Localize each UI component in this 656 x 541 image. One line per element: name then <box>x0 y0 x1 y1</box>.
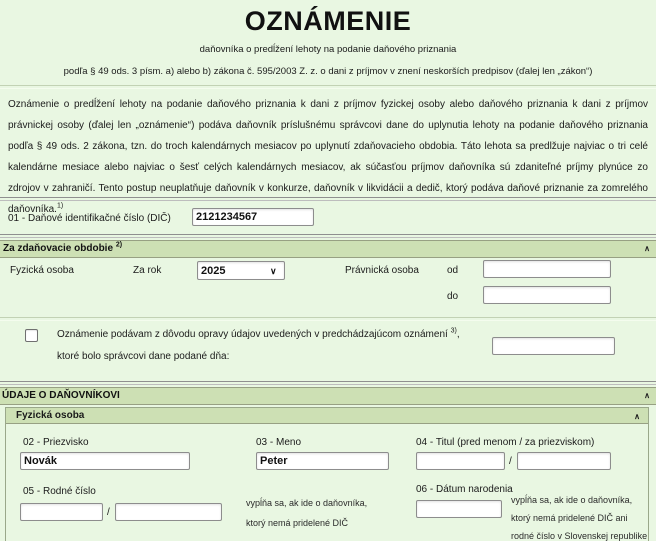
period-od-input[interactable] <box>483 260 611 278</box>
intro-paragraph <box>8 94 648 220</box>
section-title: ÚDAJE O DAŇOVNÍKOVI <box>2 390 120 401</box>
divider <box>0 197 656 201</box>
titul-pred-input[interactable] <box>416 452 505 470</box>
datum-narodenia-hint-1: vypĺňa sa, ak ide o daňovníka, <box>511 495 633 505</box>
rodne-cislo-separator: / <box>107 507 110 518</box>
intro-text: Oznámenie o predĺžení lehoty na podanie daňového priznania k dani z príjmov fyzickej osoby alebo daňového priznania k dani z príjmov právnickej osoby (ďalej len „oznámenie“) podáva daňovník príslušnému správcovi dane do uplynutia lehoty na podanie daňového priznania podľa § 49 ods. 2 zákona, tzn. do troch kalendárnych mesiacov po uplynutí zdaňovacieho obdobia. Táto lehota sa predlžuje najviac o tri celé kalendárne mesiace alebo najviac o šesť celých kalendárnych mesiacov, ak súčasťou príjmov daňovníka sú zdaniteľné príjmy plynúce zo zdrojov v zahraničí. Tento postup neuplatňuje daňovník v konkurze, daňovník v likvidácii a dedič, ktorý podáva daňové priznanie za zomrelého daňovníka. <box>8 99 648 215</box>
fyzicka-osoba-box <box>5 407 649 541</box>
datum-narodenia-input[interactable] <box>416 500 502 518</box>
subsection-header-fyzicka-osoba[interactable] <box>6 408 648 424</box>
correction-date-input[interactable] <box>492 337 615 355</box>
correction-line1-text: Oznámenie podávam z dôvodu opravy údajov uvedených v predchádzajúcom oznámení <box>57 329 448 340</box>
footnote-ref-1: 1) <box>56 202 64 210</box>
fyzicka-osoba-label: Fyzická osoba <box>10 265 74 276</box>
footnote-ref-2: 2) <box>115 241 123 249</box>
correction-checkbox[interactable] <box>25 329 38 342</box>
correction-line1-suffix: , <box>456 329 460 340</box>
divider <box>0 317 656 321</box>
form-subtitle-1: daňovníka o predĺžení lehoty na podanie daňového priznania <box>199 44 457 55</box>
priezvisko-label: 02 - Priezvisko <box>23 437 89 448</box>
section-header-taxpayer[interactable] <box>0 387 656 405</box>
rodne-cislo-input-2[interactable] <box>115 503 222 521</box>
subsection-title: Fyzická osoba <box>16 410 85 421</box>
za-rok-label: Za rok <box>133 265 162 276</box>
pravnicka-osoba-label: Právnická osoba <box>345 265 419 276</box>
titul-separator: / <box>509 456 512 467</box>
priezvisko-input[interactable] <box>20 452 190 470</box>
titul-label: 04 - Titul (pred menom / za priezviskom) <box>416 437 595 448</box>
section-header-tax-period[interactable] <box>0 240 656 258</box>
rodne-cislo-hint-1: vypĺňa sa, ak ide o daňovníka, <box>246 498 368 508</box>
datum-narodenia-label: 06 - Dátum narodenia <box>416 484 513 495</box>
form-title: OZNÁMENIE <box>244 6 412 36</box>
divider <box>0 85 656 89</box>
do-label: do <box>447 291 459 302</box>
datum-narodenia-hint-3: rodné číslo v Slovenskej republike <box>511 531 648 541</box>
datum-narodenia-hint-2: ktorý nemá pridelené DIČ ani <box>511 513 628 523</box>
rodne-cislo-hint-2: ktorý nemá pridelené DIČ <box>246 518 349 528</box>
period-do-input[interactable] <box>483 286 611 304</box>
titul-za-input[interactable] <box>517 452 611 470</box>
meno-input[interactable] <box>256 452 389 470</box>
collapse-icon[interactable]: ∧ <box>644 244 650 253</box>
section-title: Za zdaňovacie obdobie <box>3 243 114 254</box>
meno-label: 03 - Meno <box>256 437 302 448</box>
od-label: od <box>447 265 459 276</box>
collapse-icon[interactable]: ∧ <box>634 412 640 421</box>
footnote-ref-3: 3) <box>450 327 457 335</box>
rodne-cislo-label: 05 - Rodné číslo <box>23 486 96 497</box>
chevron-down-icon: ∨ <box>270 266 277 276</box>
divider <box>0 234 656 238</box>
rodne-cislo-input-1[interactable] <box>20 503 103 521</box>
collapse-icon[interactable]: ∧ <box>644 391 650 400</box>
year-select[interactable] <box>197 261 285 280</box>
correction-line1 <box>57 329 460 340</box>
dic-label: 01 - Daňové identifikačné číslo (DIČ) <box>8 213 171 224</box>
dic-input[interactable] <box>192 208 314 226</box>
correction-line2: ktoré bolo správcovi dane podané dňa: <box>57 351 230 362</box>
divider <box>0 381 656 385</box>
form-subtitle-2: podľa § 49 ods. 3 písm. a) alebo b) zákona č. 595/2003 Z. z. o dani z príjmov v znení neskorších predpisov (ďalej len „zákon“) <box>63 66 593 77</box>
